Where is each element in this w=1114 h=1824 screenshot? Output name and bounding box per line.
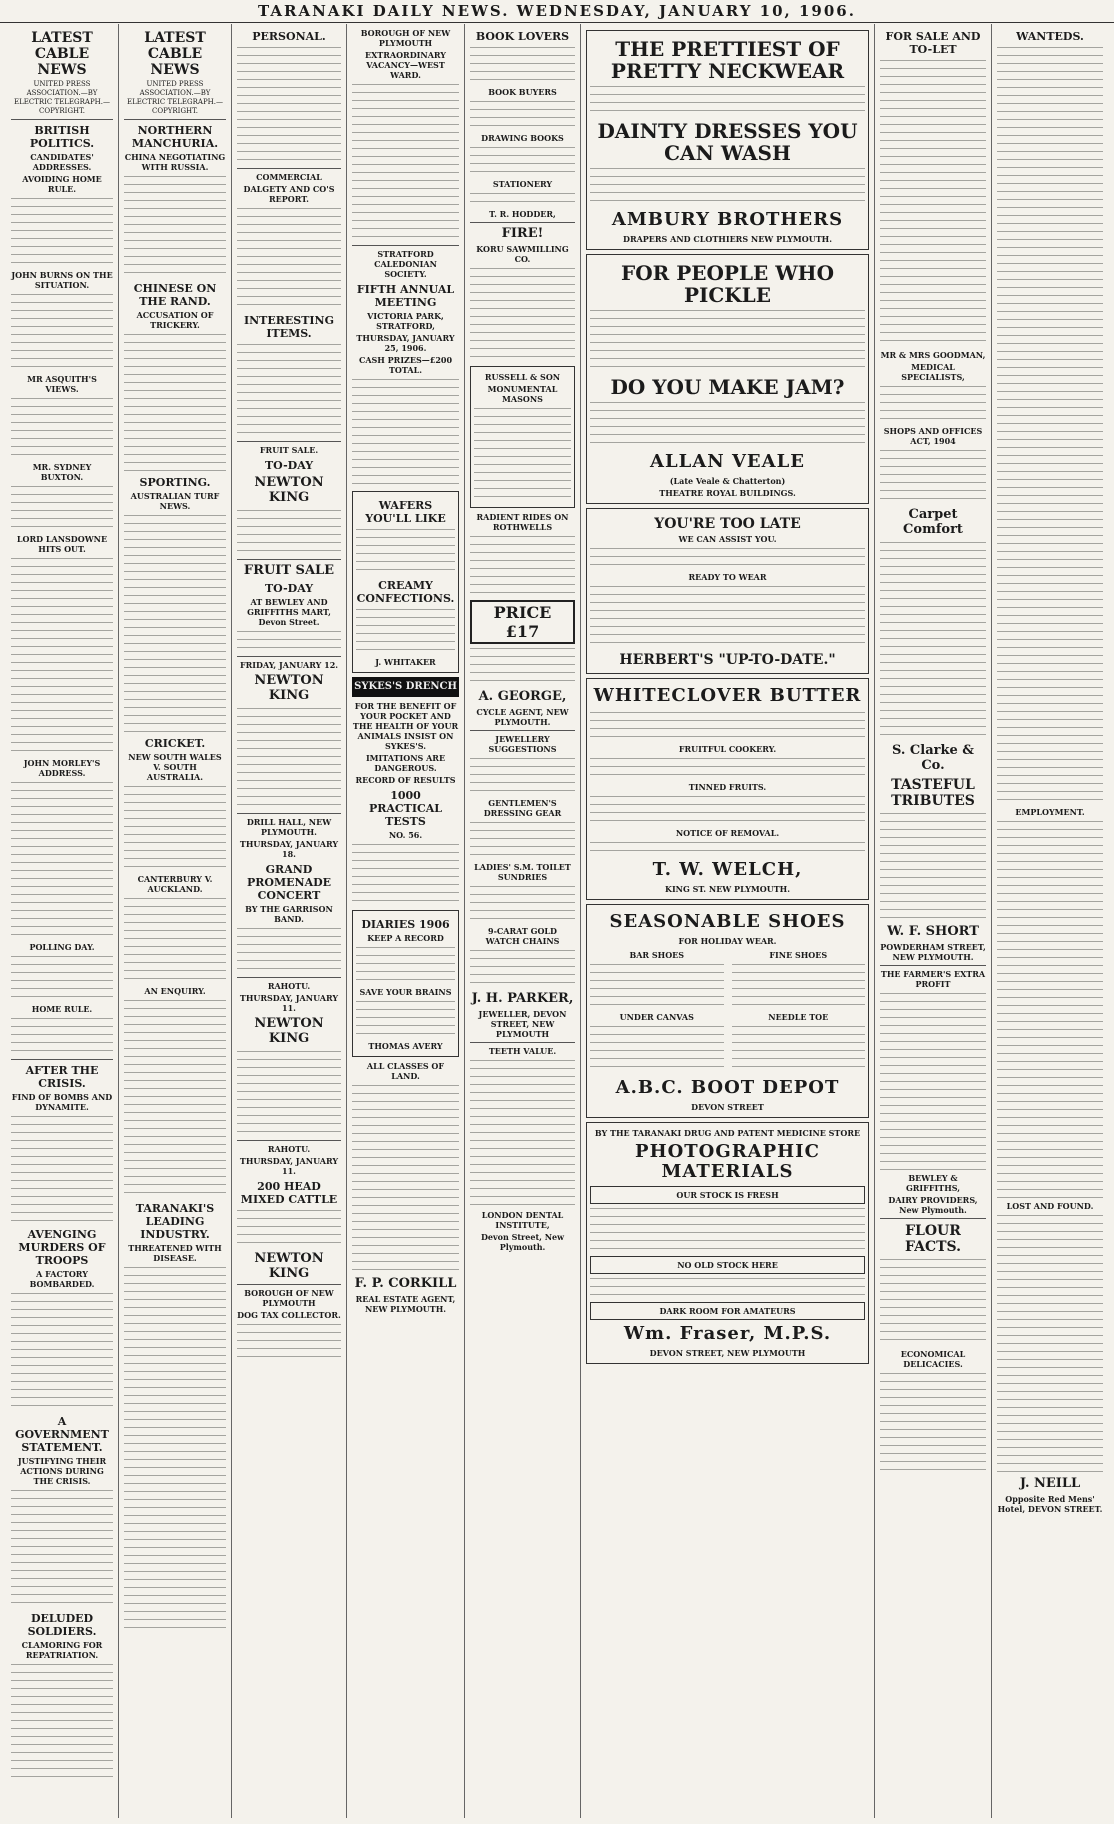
heading: CLAMORING FOR REPATRIATION. bbox=[21, 1640, 103, 1660]
auctioneer: NEWTON KING bbox=[254, 673, 324, 703]
heading: AT BEWLEY AND GRIFFITHS MART, Devon Street. bbox=[247, 597, 331, 627]
article-text bbox=[590, 1024, 724, 1072]
heading: JEWELLER, DEVON STREET, NEW PLYMOUTH bbox=[478, 1009, 567, 1039]
article-text bbox=[124, 784, 226, 872]
heading: RAHOTU. bbox=[267, 1144, 311, 1154]
heading: FOR HOLIDAY WEAR. bbox=[678, 936, 777, 946]
article-text bbox=[590, 840, 865, 856]
heading: JUSTIFYING THEIR ACTIONS DURING THE CRISIS. bbox=[17, 1456, 107, 1486]
heading: RUSSELL & SON bbox=[484, 372, 561, 382]
heading: SPORTING. bbox=[139, 476, 211, 489]
article-text bbox=[237, 706, 341, 810]
classifieds-text bbox=[880, 58, 986, 348]
heading: DRAWING BOOKS bbox=[481, 133, 564, 143]
heading: UNDER CANVAS bbox=[619, 1012, 694, 1022]
heading: DOG TAX COLLECTOR. bbox=[237, 1310, 341, 1320]
article-text bbox=[124, 332, 226, 472]
heading: REAL ESTATE AGENT, NEW PLYMOUTH. bbox=[355, 1294, 456, 1314]
heading: J. H. PARKER, bbox=[471, 991, 574, 1006]
article-text bbox=[732, 962, 866, 1010]
heading: GRAND PROMENADE CONCERT bbox=[246, 863, 332, 902]
heading: DARK ROOM FOR AMATEURS bbox=[590, 1302, 865, 1320]
article-text bbox=[124, 896, 226, 984]
neckwear-ad bbox=[586, 30, 869, 250]
column-5 bbox=[465, 24, 581, 1818]
heading: FRUIT SALE. bbox=[259, 445, 319, 455]
article-text bbox=[590, 962, 724, 1010]
article-text bbox=[237, 45, 341, 165]
heading: DEVON STREET bbox=[691, 1102, 764, 1112]
heading: INTERESTING ITEMS. bbox=[243, 314, 335, 340]
heading: COMMERCIAL bbox=[256, 172, 322, 182]
heading: HOME RULE. bbox=[31, 1004, 93, 1014]
heading: FRUITFUL COOKERY. bbox=[678, 744, 777, 754]
heading: FOR SALE AND TO-LET bbox=[885, 30, 981, 56]
heading: LOST AND FOUND. bbox=[1006, 1201, 1094, 1211]
article-text bbox=[732, 1024, 866, 1072]
article-text bbox=[11, 484, 113, 532]
cable-news-header: LATEST CABLE NEWS bbox=[31, 30, 93, 78]
diaries-ad bbox=[352, 910, 459, 1057]
price-badge: PRICE £17 bbox=[470, 600, 575, 644]
article-text bbox=[11, 1662, 113, 1782]
heading: RECORD OF RESULTS bbox=[355, 775, 456, 785]
masthead: TARANAKI DAILY NEWS. WEDNESDAY, JANUARY 10, 1906. bbox=[0, 0, 1114, 23]
heading: FOR THE BENEFIT OF YOUR POCKET AND THE HEALTH OF YOUR ANIMALS INSIST ON SYKES'S. bbox=[352, 701, 459, 751]
article-text bbox=[590, 308, 865, 372]
column-2 bbox=[119, 24, 232, 1818]
heading: READY TO WEAR bbox=[688, 572, 767, 582]
article-text bbox=[237, 206, 341, 310]
article-text bbox=[590, 584, 865, 648]
heading: TEETH VALUE. bbox=[488, 1046, 557, 1056]
heading: GENTLEMEN'S DRESSING GEAR bbox=[483, 798, 562, 818]
heading: KORU SAWMILLING CO. bbox=[476, 244, 569, 264]
heading: FIND OF BOMBS AND DYNAMITE. bbox=[11, 1092, 113, 1112]
heading: THURSDAY, JANUARY 25, 1906. bbox=[356, 333, 455, 353]
article-text bbox=[590, 794, 865, 826]
heading: FIFTH ANNUAL MEETING bbox=[356, 283, 455, 309]
article-text bbox=[470, 99, 575, 131]
heading: FRUIT SALE bbox=[243, 563, 335, 578]
article-text bbox=[11, 954, 113, 1002]
heading: WAFERS YOU'LL LIKE bbox=[365, 499, 446, 525]
heading: WANTEDS. bbox=[1016, 30, 1084, 43]
article-text bbox=[880, 1371, 986, 1471]
article-text bbox=[352, 1083, 459, 1273]
heading: CYCLE AGENT, NEW PLYMOUTH. bbox=[476, 707, 569, 727]
article-text bbox=[237, 1208, 341, 1248]
masons-ad bbox=[470, 366, 575, 508]
heading: FLOUR FACTS. bbox=[904, 1223, 962, 1255]
cable-news-sub: UNITED PRESS ASSOCIATION.—BY ELECTRIC TELEGRAPH.—COPYRIGHT. bbox=[126, 80, 223, 115]
heading: KING ST. NEW PLYMOUTH. bbox=[664, 884, 790, 894]
heading: THE PRETTIEST OF PRETTY NECKWEAR bbox=[610, 37, 845, 83]
heading: THURSDAY, JANUARY 11. bbox=[239, 993, 339, 1013]
heading: DO YOU MAKE JAM? bbox=[610, 375, 845, 399]
heading: SEASONABLE SHOES bbox=[609, 911, 846, 932]
article-text bbox=[124, 1265, 226, 1635]
heading: DRILL HALL, NEW PLYMOUTH. bbox=[246, 817, 332, 837]
column-4 bbox=[347, 24, 465, 1818]
heading: LADIES' S.M. TOILET SUNDRIES bbox=[474, 862, 571, 882]
article-text bbox=[880, 811, 986, 921]
article-text bbox=[470, 191, 575, 207]
heading: FIRE! bbox=[501, 226, 544, 241]
heading: CREAMY CONFECTIONS. bbox=[356, 579, 455, 605]
heading: AFTER THE CRISIS. bbox=[25, 1064, 99, 1090]
heading: THEATRE ROYAL BUILDINGS. bbox=[659, 488, 796, 498]
heading: Wm. Fraser, M.P.S. bbox=[623, 1323, 832, 1344]
heading: PERSONAL. bbox=[252, 30, 326, 43]
heading: BAR SHOES bbox=[629, 950, 685, 960]
heading: (Late Veale & Chatterton) bbox=[669, 476, 786, 486]
heading: DAIRY PROVIDERS, New Plymouth. bbox=[888, 1195, 978, 1215]
shoes-ad bbox=[586, 904, 869, 1118]
heading: BEWLEY & GRIFFITHS, bbox=[905, 1173, 961, 1193]
heading: NOTICE OF REMOVAL. bbox=[675, 828, 780, 838]
heading: J. WHITAKER bbox=[375, 657, 436, 667]
article-text bbox=[11, 556, 113, 756]
heading: Carpet Comfort bbox=[903, 507, 963, 537]
column-3 bbox=[232, 24, 347, 1818]
heading: LONDON DENTAL INSTITUTE, bbox=[481, 1210, 564, 1230]
article-text bbox=[590, 756, 865, 780]
article-text bbox=[880, 540, 986, 740]
heading: MR & MRS GOODMAN, bbox=[880, 350, 986, 360]
article-text bbox=[470, 534, 575, 598]
heading: BRITISH POLITICS. bbox=[29, 124, 95, 150]
heading: A GOVERNMENT STATEMENT. bbox=[15, 1415, 109, 1454]
article-text bbox=[356, 999, 455, 1039]
heading: ACCUSATION OF TRICKERY. bbox=[136, 310, 214, 330]
article-text bbox=[590, 710, 865, 742]
article-text bbox=[237, 926, 341, 974]
heading: Devon Street, New Plymouth. bbox=[480, 1232, 565, 1252]
heading: AUSTRALIAN TURF NEWS. bbox=[130, 491, 220, 511]
heading: MR ASQUITH'S VIEWS. bbox=[27, 374, 97, 394]
auctioneer: NEWTON KING bbox=[254, 1016, 324, 1046]
heading: MR. SYDNEY BUXTON. bbox=[32, 462, 92, 482]
heading: NEW SOUTH WALES V. SOUTH AUSTRALIA. bbox=[128, 752, 222, 782]
article-text bbox=[474, 406, 571, 502]
heading: VICTORIA PARK, STRATFORD, bbox=[367, 311, 444, 331]
article-text bbox=[880, 991, 986, 1171]
heading: DAINTY DRESSES YOU CAN WASH bbox=[597, 119, 858, 165]
article-text bbox=[880, 384, 986, 424]
heading: A. GEORGE, bbox=[478, 689, 567, 704]
article-text bbox=[470, 45, 575, 85]
heading: NO OLD STOCK HERE bbox=[590, 1256, 865, 1274]
article-text bbox=[124, 513, 226, 733]
heading: JOHN MORLEY'S ADDRESS. bbox=[23, 758, 101, 778]
lost-found-text bbox=[997, 1213, 1103, 1473]
heading: AVENGING MURDERS OF TROOPS bbox=[18, 1228, 106, 1267]
heading: THURSDAY, JANUARY 18. bbox=[239, 839, 339, 859]
article-text bbox=[237, 629, 341, 653]
heading: BY THE TARANAKI DRUG AND PATENT MEDICINE STORE bbox=[594, 1128, 861, 1138]
heading: DALGETY AND CO'S REPORT. bbox=[243, 184, 335, 204]
heading: S. Clarke & Co. bbox=[891, 743, 975, 773]
heading: A.B.C. BOOT DEPOT bbox=[615, 1077, 840, 1098]
heading: OUR STOCK IS FRESH bbox=[590, 1186, 865, 1204]
article-text bbox=[470, 1058, 575, 1208]
heading: ALLAN VEALE bbox=[650, 451, 805, 472]
article-text bbox=[590, 84, 865, 116]
article-text bbox=[590, 400, 865, 448]
heading: 1000 PRACTICAL TESTS bbox=[368, 789, 443, 828]
column-7 bbox=[875, 24, 992, 1818]
column-8 bbox=[992, 24, 1108, 1818]
wanted-ads-text bbox=[997, 45, 1103, 805]
heading: TO-DAY bbox=[264, 582, 314, 595]
article-text bbox=[11, 780, 113, 940]
article-text bbox=[356, 527, 455, 575]
article-text bbox=[237, 342, 341, 438]
heading: THURSDAY, JANUARY 11. bbox=[239, 1156, 339, 1176]
heading: CHINA NEGOTIATING WITH RUSSIA. bbox=[124, 152, 226, 172]
article-text bbox=[590, 1276, 865, 1300]
heading: DIARIES 1906 bbox=[361, 918, 450, 931]
heading: STATIONERY bbox=[492, 179, 553, 189]
heading: THOMAS AVERY bbox=[368, 1041, 443, 1051]
heading: ECONOMICAL DELICACIES. bbox=[900, 1349, 966, 1369]
heading: DEVON STREET, NEW PLYMOUTH bbox=[649, 1348, 806, 1358]
heading: NORTHERN MANCHURIA. bbox=[131, 124, 219, 150]
article-text bbox=[470, 145, 575, 177]
heading: POLLING DAY. bbox=[29, 942, 95, 952]
article-text bbox=[11, 1016, 113, 1056]
heading: CASH PRIZES—£200 TOTAL. bbox=[358, 355, 453, 375]
heading: A FACTORY BOMBARDED. bbox=[29, 1269, 95, 1289]
cable-news-header: LATEST CABLE NEWS bbox=[144, 30, 206, 78]
heading: EXTRAORDINARY VACANCY—WEST WARD. bbox=[364, 50, 447, 80]
wafers-ad bbox=[352, 491, 459, 673]
drench-ad bbox=[352, 677, 459, 697]
heading: T. W. WELCH, bbox=[652, 859, 803, 880]
article-text bbox=[590, 546, 865, 570]
article-text bbox=[356, 945, 455, 985]
article-text bbox=[11, 1488, 113, 1608]
heading: WE CAN ASSIST YOU. bbox=[678, 534, 777, 544]
heading: BOOK BUYERS bbox=[488, 87, 557, 97]
heading: TINNED FRUITS. bbox=[688, 782, 767, 792]
article-text bbox=[352, 842, 459, 906]
agent: F. P. CORKILL bbox=[354, 1276, 457, 1291]
heading: DRAPERS AND CLOTHIERS NEW PLYMOUTH. bbox=[623, 234, 832, 244]
heading: LORD LANSDOWNE HITS OUT. bbox=[16, 534, 108, 554]
drench-title: SYKES'S DRENCH bbox=[354, 681, 457, 692]
article-text bbox=[124, 998, 226, 1198]
heading: Opposite Red Mens' Hotel, DEVON STREET. bbox=[997, 1494, 1103, 1514]
heading: NEEDLE TOE bbox=[768, 1012, 829, 1022]
heading: STRATFORD CALEDONIAN SOCIETY. bbox=[374, 249, 437, 279]
heading: DELUDED SOLDIERS. bbox=[27, 1612, 97, 1638]
too-late-ad bbox=[586, 508, 869, 674]
heading: WHITECLOVER BUTTER bbox=[593, 685, 862, 706]
article-text bbox=[470, 948, 575, 988]
heading: T. R. HODDER, bbox=[489, 209, 556, 219]
article-text bbox=[470, 820, 575, 860]
heading: ALL CLASSES OF LAND. bbox=[366, 1061, 445, 1081]
article-text bbox=[352, 377, 459, 487]
heading: FOR PEOPLE WHO PICKLE bbox=[621, 261, 834, 307]
article-text bbox=[11, 1114, 113, 1224]
heading: FINE SHOES bbox=[769, 950, 828, 960]
article-text bbox=[11, 196, 113, 268]
article-text bbox=[470, 266, 575, 362]
photo-ad bbox=[586, 1122, 869, 1364]
heading: CHINESE ON THE RAND. bbox=[133, 282, 217, 308]
heading: PHOTOGRAPHIC MATERIALS bbox=[635, 1141, 820, 1182]
auctioneer: NEWTON KING bbox=[254, 1251, 324, 1281]
heading: RAHOTU. bbox=[267, 981, 311, 991]
heading: RADIENT RIDES ON ROTHWELLS bbox=[476, 512, 569, 532]
employment-text bbox=[997, 819, 1103, 1199]
heading: HERBERT'S "UP-TO-DATE." bbox=[619, 652, 836, 668]
heading: THREATENED WITH DISEASE. bbox=[128, 1243, 222, 1263]
heading: J. NEILL bbox=[1019, 1476, 1081, 1491]
heading: YOU'RE TOO LATE bbox=[654, 516, 801, 532]
cable-news-sub: UNITED PRESS ASSOCIATION.—BY ELECTRIC TELEGRAPH.—COPYRIGHT. bbox=[13, 80, 110, 115]
heading: KEEP A RECORD bbox=[367, 933, 444, 943]
heading: EMPLOYMENT. bbox=[1015, 807, 1085, 817]
columns bbox=[6, 24, 1108, 1818]
heading: SHOPS AND OFFICES ACT, 1904 bbox=[883, 426, 983, 446]
article-text bbox=[124, 174, 226, 278]
heading: BY THE GARRISON BAND. bbox=[245, 904, 333, 924]
heading: NO. 56. bbox=[388, 830, 423, 840]
heading: MEDICAL SPECIALISTS, bbox=[901, 362, 965, 382]
heading: AMBURY BROTHERS bbox=[611, 209, 844, 230]
article-text bbox=[470, 756, 575, 796]
heading: BOOK LOVERS bbox=[475, 30, 570, 43]
heading: BOROUGH OF NEW PLYMOUTH bbox=[360, 28, 451, 48]
heading: TO-DAY bbox=[264, 459, 314, 472]
heading: TASTEFUL TRIBUTES bbox=[891, 777, 975, 809]
heading: CANTERBURY V. AUCKLAND. bbox=[137, 874, 213, 894]
article-text bbox=[590, 1206, 865, 1254]
heading: MONUMENTAL MASONS bbox=[487, 384, 558, 404]
article-text bbox=[237, 1322, 341, 1362]
heading: SAVE YOUR BRAINS bbox=[359, 987, 452, 997]
heading: POWDERHAM STREET, NEW PLYMOUTH. bbox=[880, 942, 986, 962]
article-text bbox=[470, 884, 575, 924]
article-text bbox=[11, 396, 113, 460]
auctioneer: NEWTON KING bbox=[254, 475, 324, 505]
heading: TARANAKI'S LEADING INDUSTRY. bbox=[135, 1202, 215, 1241]
heading: CRICKET. bbox=[144, 737, 206, 750]
heading: JEWELLERY SUGGESTIONS bbox=[488, 734, 557, 754]
article-text bbox=[590, 166, 865, 206]
article-text bbox=[352, 82, 459, 242]
heading: THE FARMER'S EXTRA PROFIT bbox=[880, 969, 986, 989]
column-1 bbox=[6, 24, 119, 1818]
butter-ad bbox=[586, 678, 869, 900]
pickle-ad bbox=[586, 254, 869, 504]
article-text bbox=[11, 292, 113, 372]
article-text bbox=[11, 1291, 113, 1411]
article-text bbox=[237, 508, 341, 556]
heading: FRIDAY, JANUARY 12. bbox=[239, 660, 339, 670]
heading: 200 HEAD MIXED CATTLE bbox=[240, 1180, 338, 1206]
heading: JOHN BURNS ON THE SITUATION. bbox=[11, 270, 113, 290]
article-text bbox=[237, 1049, 341, 1137]
heading: AN ENQUIRY. bbox=[144, 986, 206, 996]
article-text bbox=[356, 607, 455, 655]
article-text bbox=[470, 646, 575, 686]
heading: W. F. SHORT bbox=[887, 924, 979, 939]
heading: BOROUGH OF NEW PLYMOUTH bbox=[244, 1288, 334, 1308]
article-text bbox=[880, 448, 986, 504]
heading: AVOIDING HOME RULE. bbox=[22, 174, 102, 194]
column-6 bbox=[581, 24, 875, 1818]
heading: CANDIDATES' ADDRESSES. bbox=[30, 152, 94, 172]
heading: IMITATIONS ARE DANGEROUS. bbox=[365, 753, 446, 773]
article-text bbox=[880, 1257, 986, 1347]
heading: 9-CARAT GOLD WATCH CHAINS bbox=[485, 926, 560, 946]
